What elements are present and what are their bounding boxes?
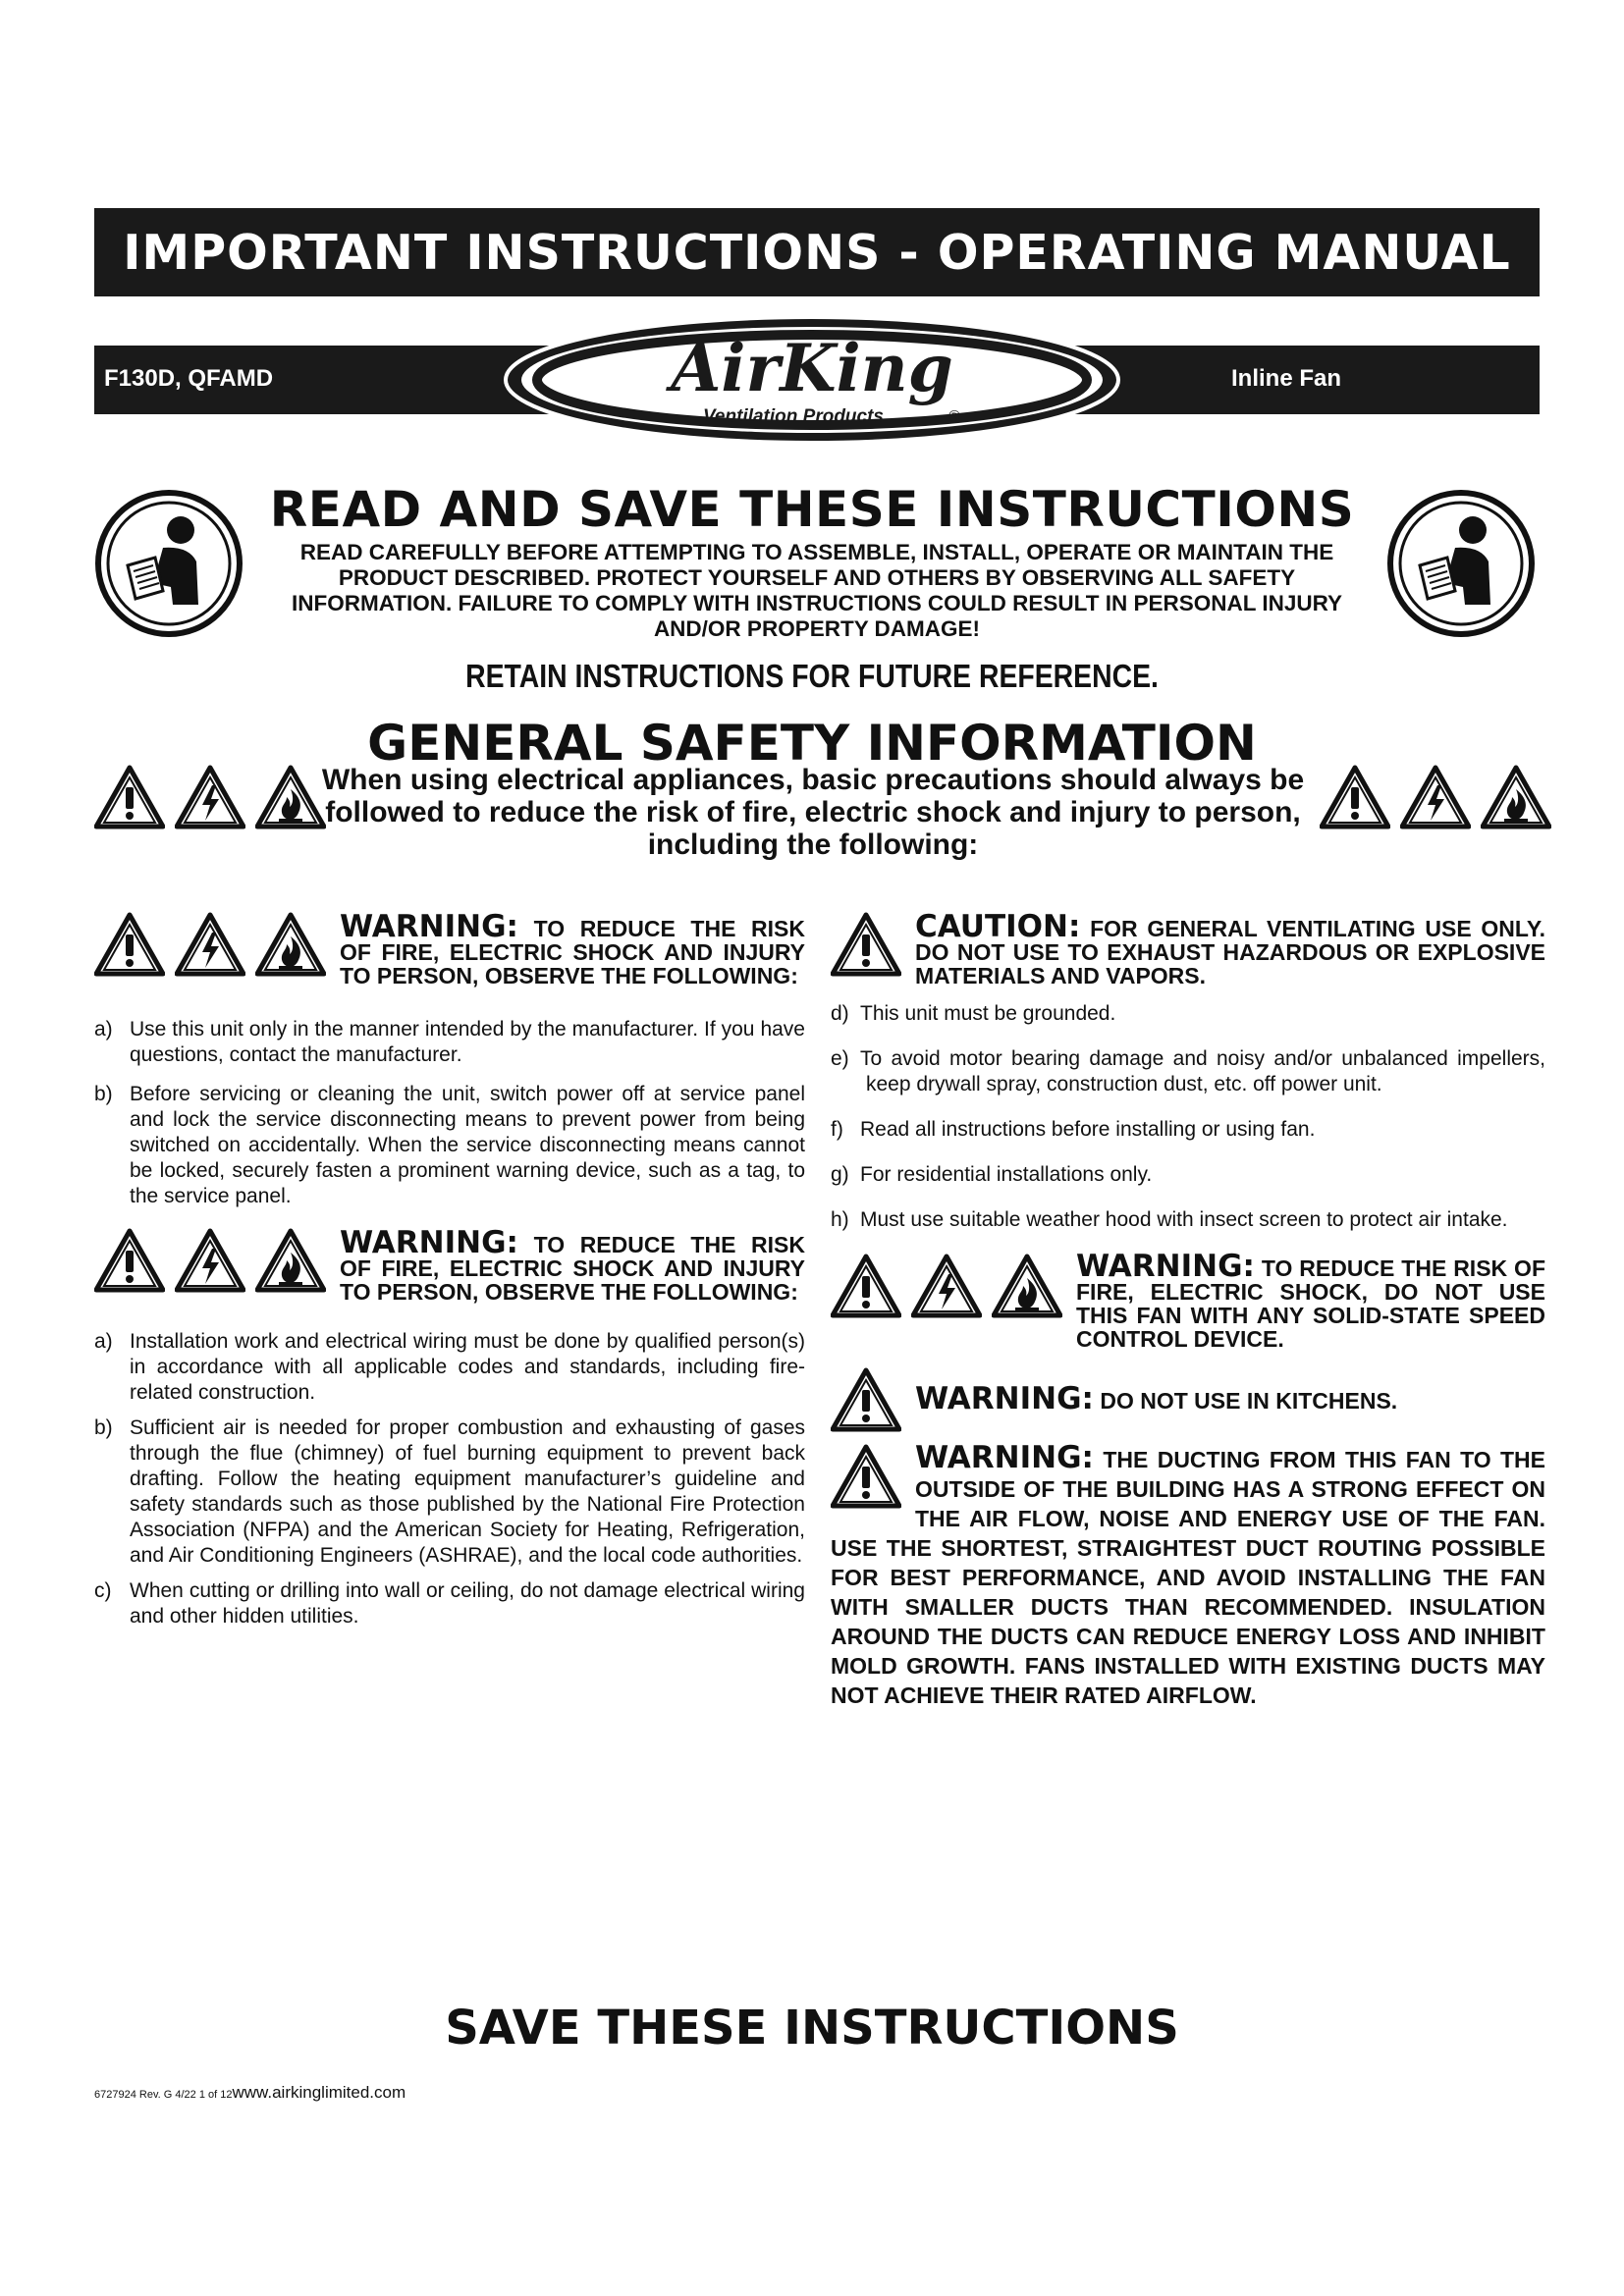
general-warning-icon [831,911,901,978]
document-footer [94,2083,406,2103]
warning-4-text [915,1381,1398,1416]
electric-shock-icon [1400,764,1471,830]
electric-shock-icon [175,911,245,978]
warning-1-items [94,1017,805,1209]
warning-label: WARNING: [1076,1249,1255,1284]
list-item: g) For residential installations only. [831,1163,1153,1186]
list-item: a) Use this unit only in the manner intended by the manufacturer. If you have questions, contact the manufacturer. [94,1018,805,1066]
list-item: b) Before servicing or cleaning the unit, switch power off at service panel and lock the service disconnecting means to prevent power from being switched on accidentally. When the service disconnecting means cannot be locked, securely fasten a prominent warning device, such as a tag, to the service panel. [94,1083,805,1207]
warning-label: WARNING: [915,1381,1094,1416]
warning-2-text [340,1227,805,1304]
hazard-icons [94,911,326,988]
logo-wordmark: AirKing [671,330,953,406]
warning-block-4 [831,1366,1545,1433]
logo-subtext: Ventilation Products [702,406,885,427]
hazard-icons [94,1227,326,1304]
general-warning-icon [831,1443,901,1510]
electric-shock-icon [911,1253,982,1319]
caution-body: FOR GENERAL VENTILATING USE ONLY. DO NOT USE TO EXHAUST HAZARDOUS OR EXPLOSIVE MATERIALS AND VAPORS. [915,916,1546,988]
website-url: www.airkinglimited.com [232,2083,406,2102]
list-item: d) This unit must be grounded. [831,1002,1116,1025]
general-warning-icon [831,1366,901,1433]
warning-3-body: TO REDUCE THE RISK OF FIRE, ELECTRIC SHOCK, DO NOT USE THIS FAN WITH ANY SOLID-STATE SPEED CONTROL DEVICE. [1076,1255,1545,1352]
fire-hazard-icon [255,911,326,978]
warning-1-body: TO REDUCE THE RISK OF FIRE, ELECTRIC SHOCK AND INJURY TO PERSON, OBSERVE THE FOLLOWING: [340,916,805,988]
list-item: e) To avoid motor bearing damage and noisy and/or unbalanced impellers, keep drywall spray, construction dust, etc. off power unit. [831,1047,1545,1095]
retain-instructions: RETAIN INSTRUCTIONS FOR FUTURE REFERENCE. [465,658,1159,694]
list-item: c) When cutting or drilling into wall or ceiling, do not damage electrical wiring and other hidden utilities. [94,1579,805,1628]
caution-text [915,911,1545,988]
warning-label: WARNING: [340,909,518,944]
hazard-icons [831,1253,1062,1351]
fire-hazard-icon [1481,764,1551,830]
hazard-icons-right [1320,764,1551,830]
fire-hazard-icon [255,764,326,830]
read-warning-text: READ CAREFULLY BEFORE ATTEMPTING TO ASSEMBLE, INSTALL, OPERATE OR MAINTAIN THE PRODUCT DESCRIBED. PROTECT YOURSELF AND OTHERS BY OBSERVING ALL SAFETY INFORMATION. FAILURE TO COMPLY WITH INSTRUCTIONS COULD RESULT IN PERSONAL INJURY AND/OR PROPERTY DAMAGE! [291,540,1343,641]
warning-2-body: TO REDUCE THE RISK OF FIRE, ELECTRIC SHOCK AND INJURY TO PERSON, OBSERVE THE FOLLOWING: [340,1232,805,1305]
warning-block-2 [94,1227,805,1304]
warning-5-body: THE DUCTING FROM THIS FAN TO THE OUTSIDE OF THE BUILDING HAS A STRONG EFFECT ON THE AIR FLOW, NOISE AND ENERGY USE OF THE FAN. USE THE SHORTEST, STRAIGHTEST DUCT ROUTING POSSIBLE FOR BEST PERFORMANCE, AND AVOID INSTALLING THE FAN WITH SMALLER DUCTS THAN RECOMMENDED. INSULATION AROUND THE DUCTS CAN REDUCE ENERGY LOSS AND INHIBIT MOLD GROWTH. FANS INSTALLED WITH EXISTING DUCTS MAY NOT ACHIEVE THEIR RATED AIRFLOW. [831,1447,1546,1708]
general-warning-icon [94,764,165,830]
registered-mark: ® [948,408,960,425]
warning-block-3 [831,1249,1545,1352]
list-item: h) Must use suitable weather hood with insect screen to protect air intake. [831,1208,1508,1231]
warning-3-text [1076,1249,1545,1352]
document-title: IMPORTANT INSTRUCTIONS - OPERATING MANUAL [94,208,1540,296]
warning-block-5 [831,1440,1546,1710]
general-warning-icon [831,1253,901,1319]
caution-label: CAUTION: [915,909,1081,944]
warning-1-text [340,911,805,988]
warning-label: WARNING: [915,1440,1094,1475]
fire-hazard-icon [992,1253,1062,1319]
product-type: Inline Fan [1231,365,1342,392]
save-instructions-footer: SAVE THESE INSTRUCTIONS [445,2001,1179,2056]
general-safety-heading: GENERAL SAFETY INFORMATION [367,715,1257,772]
fire-hazard-icon [255,1227,326,1294]
general-safety-text: When using electrical appliances, basic precautions should always be followed to reduce the risk of fire, electric shock and injury to person, including the following: [321,764,1305,861]
hazard-icons-left [94,764,326,830]
model-numbers: F130D, QFAMD [104,365,274,392]
warning-5-text [831,1440,1546,1710]
airking-logo [501,312,1123,448]
list-item: b) Sufficient air is needed for proper combustion and exhausting of gases through the flue (chimney) of fuel burning equipment to prevent back drafting. Follow the heating equipment manufacturer’s guideline and safety standards such as those published by the National Fire Protection Association (NFPA) and the American Society for Heating, Refrigeration, and Air Conditioning Engineers (ASHRAE), and the local code authorities. [94,1416,805,1567]
warning-block-1 [94,911,805,988]
general-warning-icon [1320,764,1390,830]
document-code: 6727924 Rev. G 4/22 1 of 12 [94,2089,233,2101]
warning-label: WARNING: [340,1225,518,1260]
read-save-heading: READ AND SAVE THESE INSTRUCTIONS [269,481,1355,538]
electric-shock-icon [175,1227,245,1294]
warning-2-items [94,1329,805,1629]
warning-4-body: DO NOT USE IN KITCHENS. [1100,1388,1398,1414]
left-column [94,911,805,1629]
electric-shock-icon [175,764,245,830]
general-warning-icon [94,1227,165,1294]
right-items [831,1001,1545,1233]
general-warning-icon [94,911,165,978]
caution-block [831,911,1545,988]
list-item: a) Installation work and electrical wiring must be done by qualified person(s) in accordance with all applicable codes and standards, including fire-related construction. [94,1330,805,1404]
list-item: f) Read all instructions before installing or using fan. [831,1118,1316,1141]
right-column [831,911,1545,1710]
